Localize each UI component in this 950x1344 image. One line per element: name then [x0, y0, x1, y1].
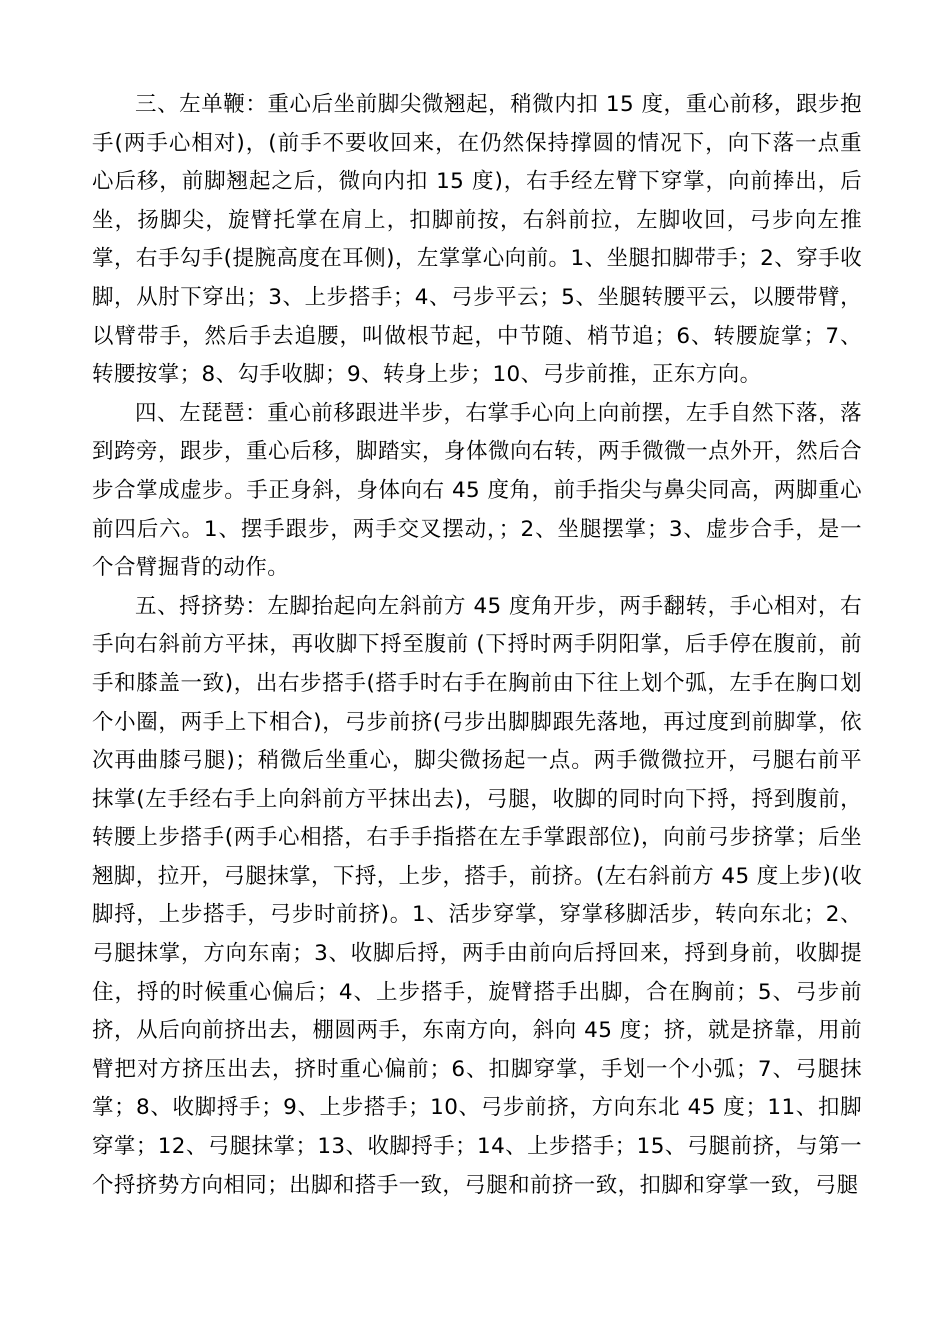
document-page: [92, 86, 862, 1205]
section-left-single-whip: [92, 86, 862, 395]
section-heading: 五、捋挤势：: [135, 593, 268, 619]
section-lu-ji-shi: [92, 588, 862, 1206]
section-body: 重心后坐前脚尖微翘起，稍微内扣 15 度，重心前移，跟步抱手(两手心相对)，(前手不要收回来，在仍然保持撑圆的情况下，向下落一点重心后移，前脚翘起之后，微向内扣 15 度)，右手经左臂下穿掌，向前捧出，后坐，扬脚尖，旋臂托掌在肩上，扣脚前按，右斜前拉，左脚收回，弓步向左推掌，右手勾手(提腕高度在耳侧)，左掌掌心向前。1、坐腿扣脚带手；2、穿手收脚，从肘下穿出；3、上步搭手；4、弓步平云；5、坐腿转腰平云，以腰带臂，以臂带手，然后手去追腰，叫做根节起，中节随、梢节追；6、转腰旋掌；7、转腰按掌；8、勾手收脚；9、转身上步；10、弓步前推，正东方向。: [92, 92, 862, 388]
section-body: 左脚抬起向左斜前方 45 度角开步，两手翻转，手心相对，右手向右斜前方平抹，再收脚下捋至腹前 (下捋时两手阴阳掌，后手停在腹前，前手和膝盖一致)，出右步搭手(搭手时右手在胸前由下往上划个弧，左手在胸口划个小圈，两手上下相合)，弓步前挤(弓步出脚脚跟先落地，再过度到前脚掌，依次再曲膝弓腿)；稍微后坐重心，脚尖微扬起一点。两手微微拉开，弓腿右前平抹掌(左手经右手上向斜前方平抹出去)，弓腿，收脚的同时向下捋，捋到腹前，转腰上步搭手(两手心相搭，右手手指搭在左手掌跟部位)，向前弓步挤掌；后坐翘脚，拉开，弓腿抹掌，下捋，上步，搭手，前挤。(左右斜前方 45 度上步)(收脚捋，上步搭手，弓步时前挤)。1、活步穿掌，穿掌移脚活步，转向东北；2、弓腿抹掌，方向东南；3、收脚后捋，两手由前向后捋回来，捋到身前，收脚提住，捋的时候重心偏后；4、上步搭手，旋臂搭手出脚，合在胸前；5、弓步前挤，从后向前挤出去，棚圆两手，东南方向，斜向 45 度；挤，就是挤靠，用前臂把对方挤压出去，挤时重心偏前；6、扣脚穿掌，手划一个小弧；7、弓腿抹掌；8、收脚捋手；9、上步搭手；10、弓步前挤，方向东北 45 度；11、扣脚穿掌；12、弓腿抹掌；13、收脚捋手；14、上步搭手；15、弓腿前挤，与第一个捋挤势方向相同；出脚和搭手一致，弓腿和前挤一致，扣脚和穿掌一致，弓腿: [92, 593, 862, 1198]
section-heading: 四、左琵琶：: [135, 400, 268, 426]
section-body: 重心前移跟进半步，右掌手心向上向前摆，左手自然下落，落到跨旁，跟步，重心后移，脚踏实，身体微向右转，两手微微一点外开，然后合步合掌成虚步。手正身斜，身体向右 45 度角，前手指尖与鼻尖同高，两脚重心前四后六。1、摆手跟步，两手交叉摆动，；2、坐腿摆掌；3、虚步合手，是一个合臂掘背的动作。: [92, 400, 862, 581]
section-heading: 三、左单鞭：: [135, 92, 268, 117]
section-left-pipa: [92, 395, 862, 588]
